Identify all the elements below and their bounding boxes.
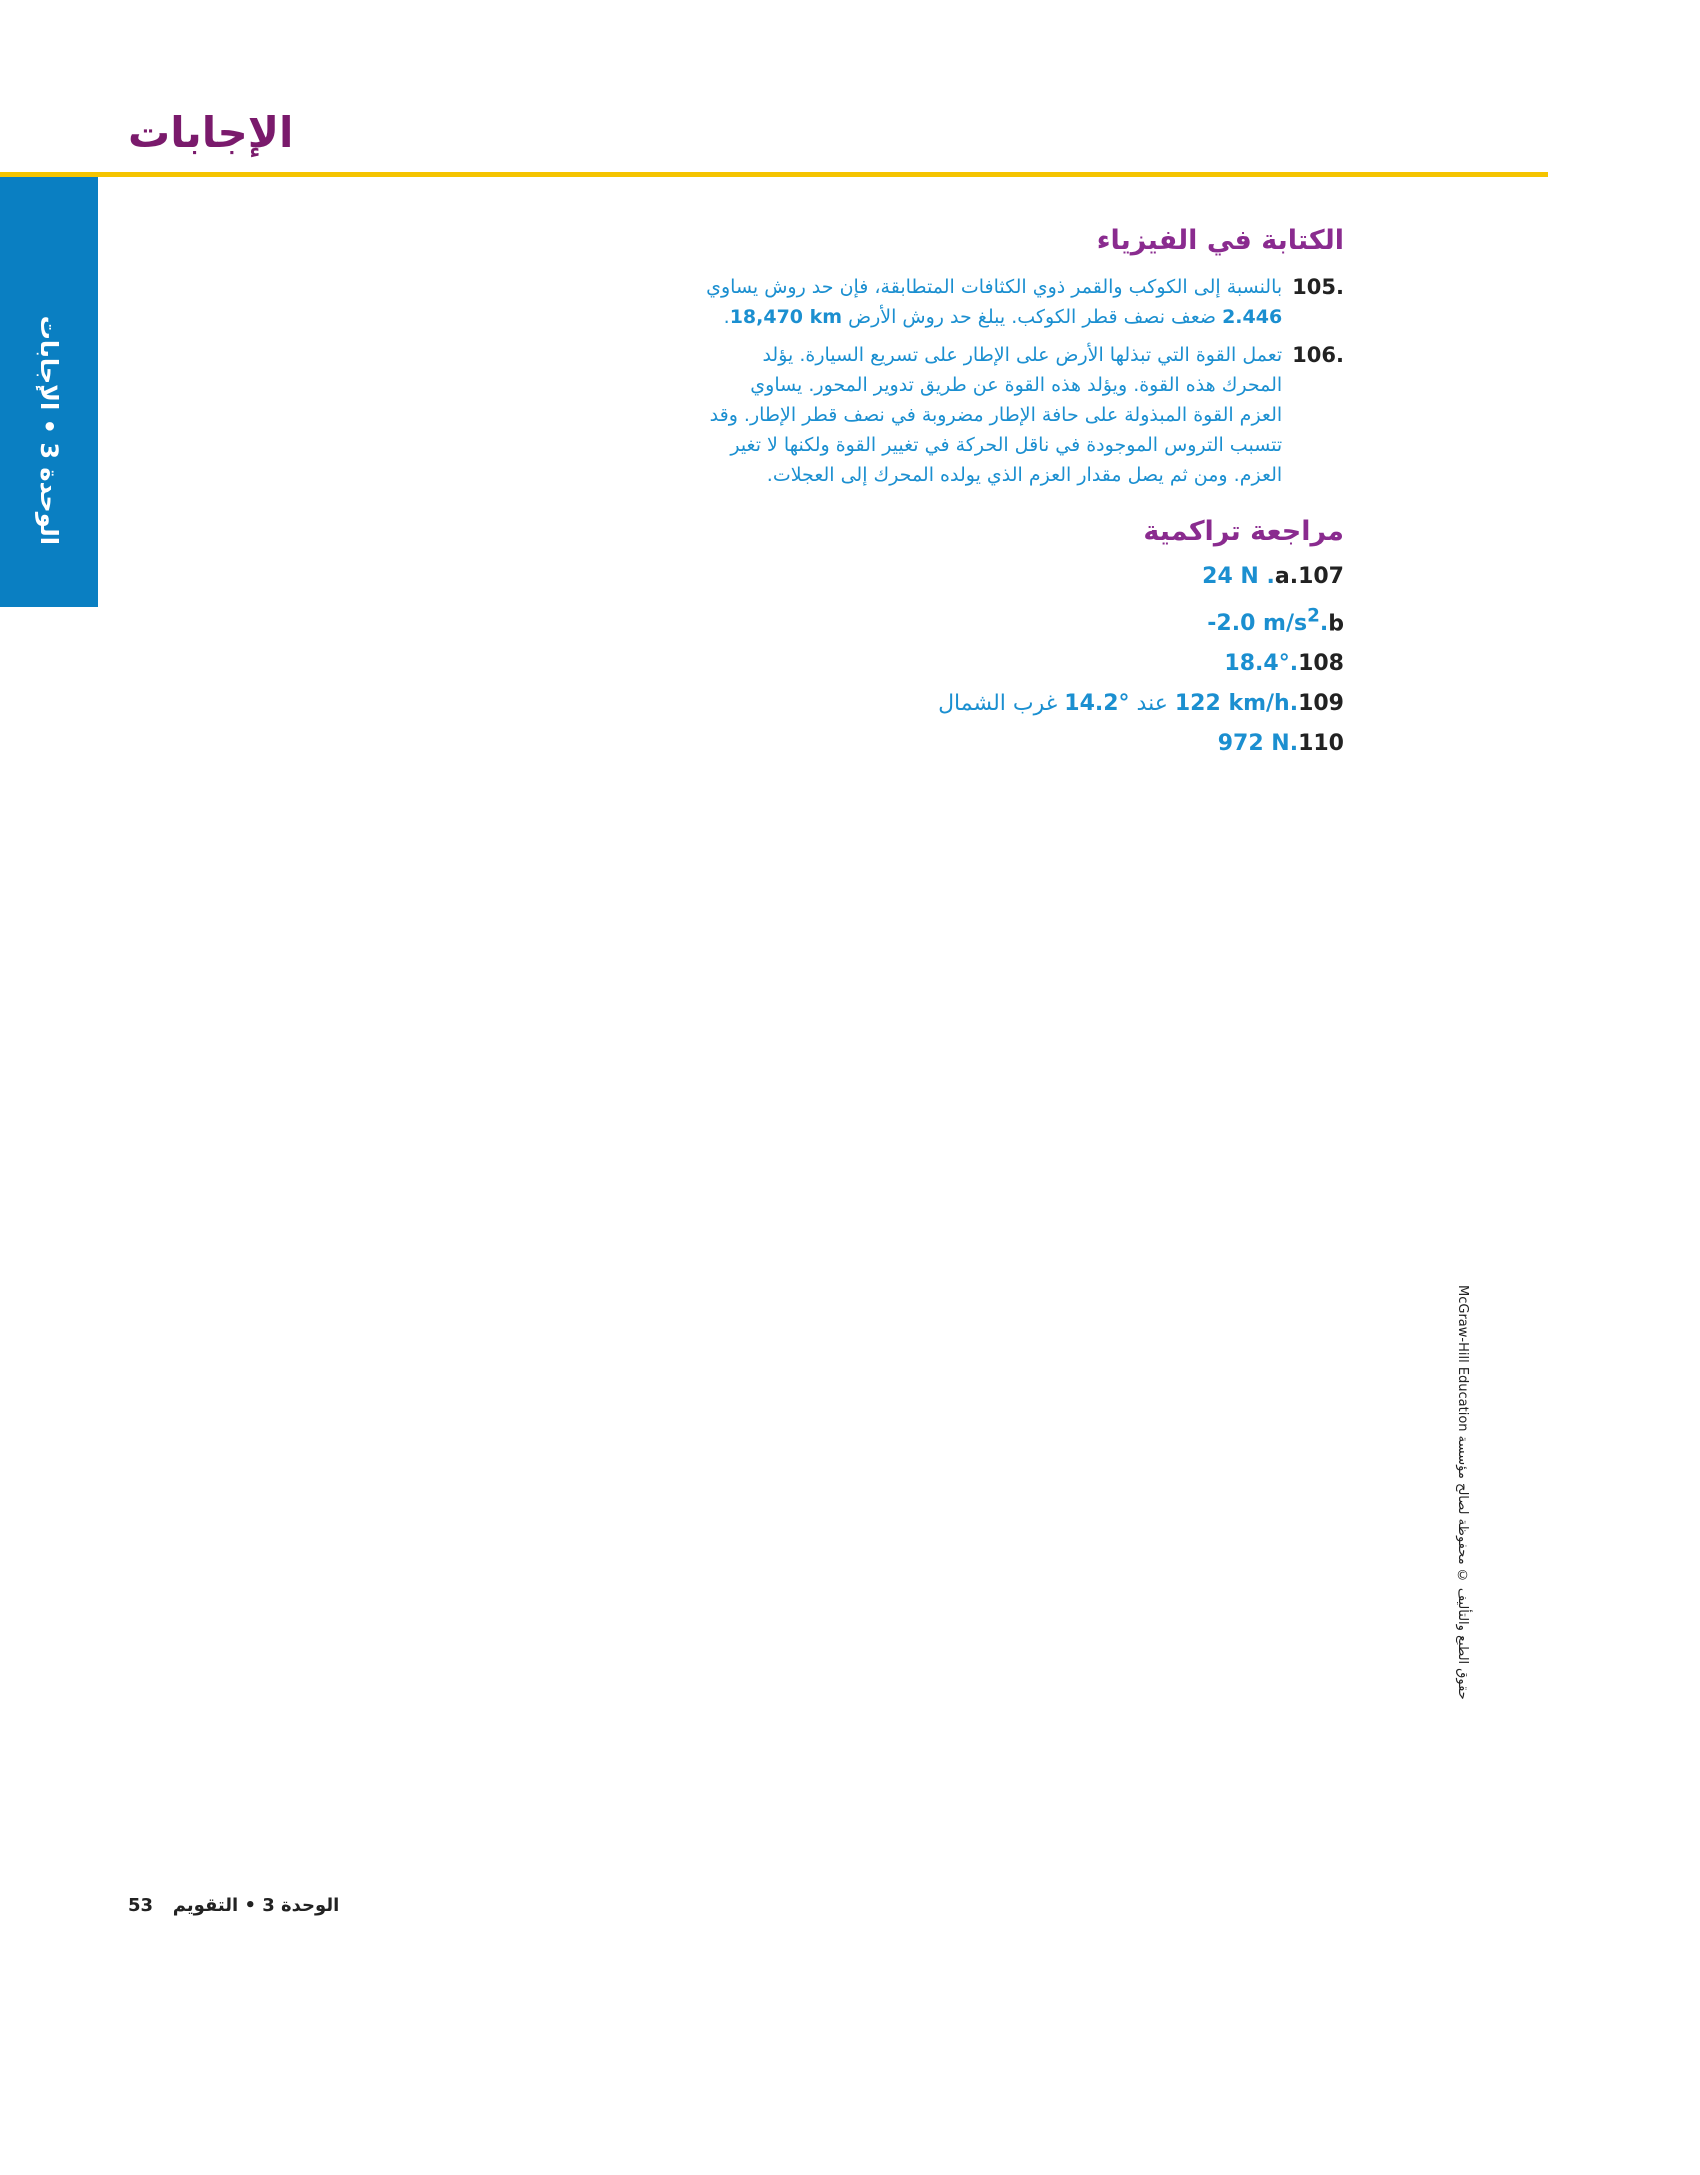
question-text-part: بالنسبة إلى الكوكب والقمر ذوي الكثافات المتطابقة، فإن حد روش يساوي [706, 276, 1283, 298]
page-number: 53 [128, 1895, 154, 1916]
answer-connector: عند [1129, 691, 1175, 717]
writing-section-heading: الكتابة في الفيزياء [1096, 225, 1344, 256]
question-number: 105. [1292, 275, 1344, 299]
answer-value [1207, 606, 1329, 637]
answer-label: a.107 [1274, 564, 1344, 589]
footer-unit-label: الوحدة 3 • التقويم [172, 1895, 340, 1916]
answer-109 [704, 684, 1344, 724]
answer-label: 109 [1298, 691, 1344, 717]
question-text-part: . [723, 306, 730, 328]
answer-angle: 14.2° [1064, 691, 1130, 717]
answer-110 [704, 724, 1344, 764]
answer-107b [704, 597, 1344, 644]
review-section-heading: مراجعة تراكمية [1143, 516, 1344, 547]
answer-value: 972 N. [1217, 731, 1299, 757]
copyright-notice: حقوق الطبع والتأليف © محفوظة لصالح مؤسسة McGraw-Hill Education [1455, 1285, 1470, 1700]
roche-limit-value: 18,470 km [729, 306, 843, 328]
answer-label: 110 [1298, 731, 1344, 757]
header-divider [0, 172, 1548, 177]
answers-content [704, 225, 1344, 764]
answer-108 [704, 644, 1344, 684]
page-footer [128, 1895, 339, 1916]
question-text: تعمل القوة التي تبذلها الأرض على الإطار على تسريع السيارة. يؤلد المحرك هذه القوة. ويؤلد هذه القوة عن طريق تدوير المحور. يساوي العزم القوة المبذولة على حافة الإطار مضروبة في نصف قطر الإطار. وقد تتسبب التروس الموجودة في ناقل الحركة في تغيير القوة ولكنها لا تغير العزم. ومن ثم يصل مقدار العزم الذي يولده المحرك إلى العجلات. [709, 344, 1283, 486]
side-tab-label: الوحدة 3 • الإجابات [35, 315, 63, 545]
answer-label: b [1328, 611, 1344, 637]
answer-value: 24 N . [1202, 564, 1275, 589]
question-number: 106. [1292, 343, 1344, 367]
answer-label: 108 [1298, 651, 1344, 677]
page-title: الإجابات [128, 108, 294, 157]
roche-factor-value: 2.446 [1222, 306, 1283, 328]
answer-value-part: -2.0 m/s [1207, 611, 1308, 637]
answer-value: 18.4°. [1224, 651, 1299, 677]
question-text [704, 272, 1282, 332]
answer-value-part: . [1319, 611, 1329, 637]
question-text-part: ضعف نصف قطر الكوكب. يبلغ حد روش الأرض [842, 306, 1223, 328]
answer-107a [704, 557, 1344, 597]
question-105 [704, 272, 1344, 332]
answer-exponent: 2 [1307, 606, 1320, 627]
answer-value: 122 km/h. [1174, 691, 1299, 717]
question-106 [704, 340, 1344, 490]
answer-direction: غرب الشمال [938, 691, 1065, 717]
